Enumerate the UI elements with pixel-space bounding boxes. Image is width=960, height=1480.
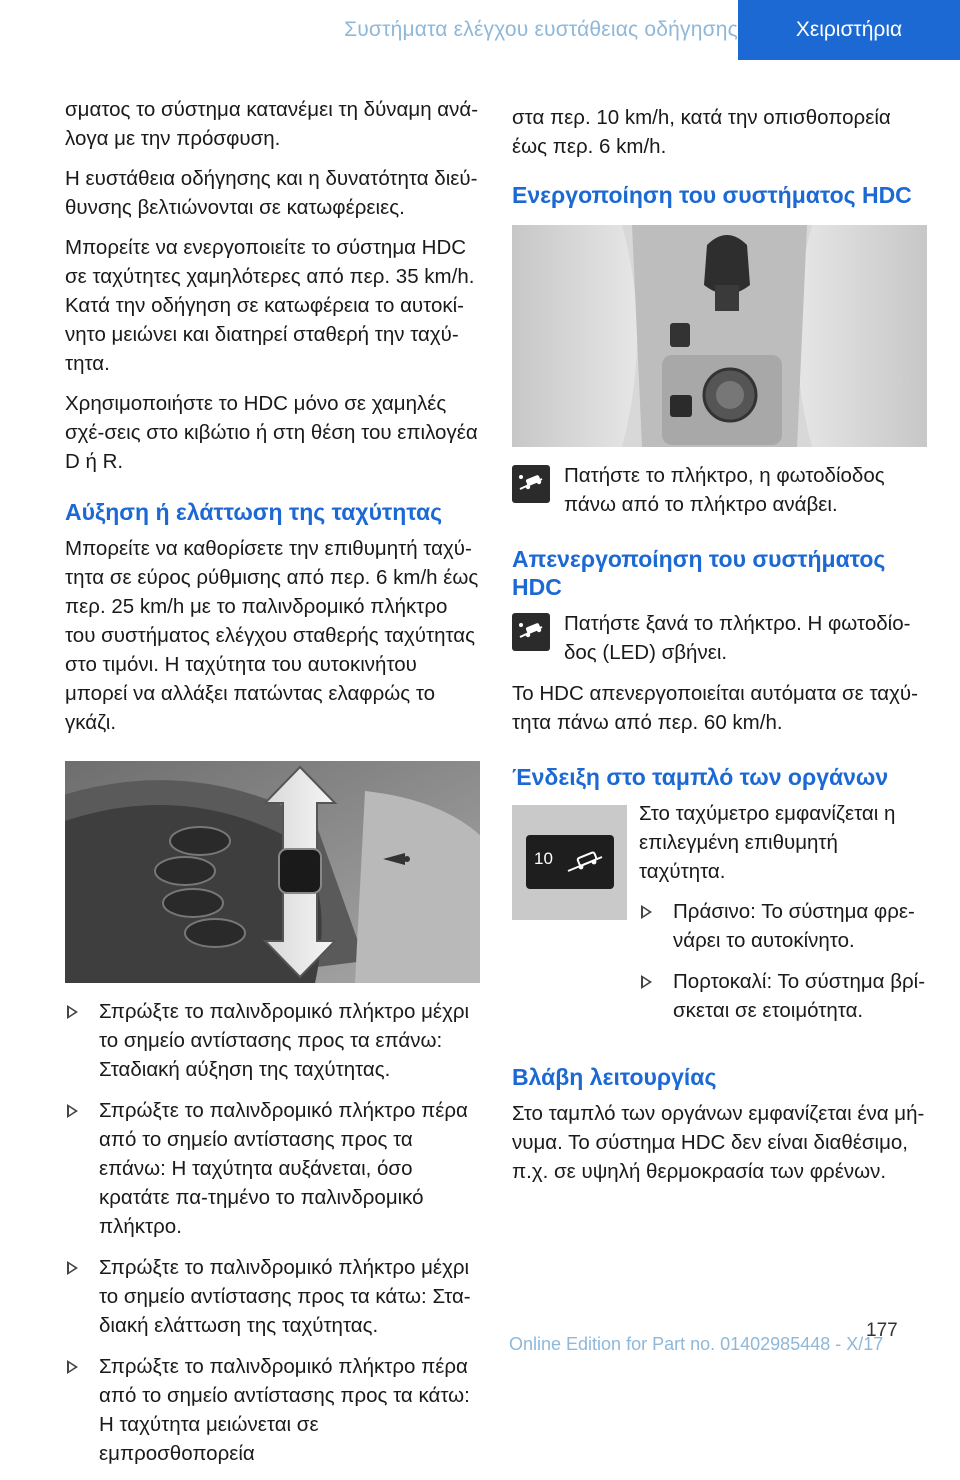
left-column xyxy=(65,95,480,1480)
cluster-heading: Ένδειξη στο ταμπλό των οργάνων xyxy=(512,764,889,790)
triangle-bullet-icon xyxy=(641,975,652,989)
list-item: Πορτοκαλί: Το σύστημα βρί-σκεται σε ετοιμότητα. xyxy=(639,967,927,1025)
cluster-speed-number: 10 xyxy=(534,849,553,868)
center-console-photo xyxy=(512,225,927,447)
steering-wheel-rocker-photo xyxy=(65,761,480,983)
list-item: Σπρώξτε το παλινδρομικό πλήκτρο μέχρι το σημείο αντίστασης προς τα επάνω: Σταδιακή αύξηση της ταχύτητας. xyxy=(65,997,480,1084)
page-number: 177 xyxy=(866,1320,898,1341)
paragraph: Πατήστε το πλήκτρο, η φωτοδίοδος πάνω από το πλήκτρο ανάβει. xyxy=(564,464,885,516)
paragraph: Στο ταμπλό των οργάνων εμφανίζεται ένα μή-νυμα. Το σύστημα HDC δεν είναι διαθέσιμο, π.χ. σε υψηλή θερμοκρασία των φρένων. xyxy=(512,1102,925,1183)
hdc-deactivate-instruction xyxy=(512,609,927,667)
hdc-downhill-car-icon xyxy=(566,847,606,877)
chapter-tab[interactable]: Χειριστήρια xyxy=(738,0,960,60)
list-item: Σπρώξτε το παλινδρομικό πλήκτρο μέχρι το σημείο αντίστασης προς τα κάτω: Στα-διακή ελάττωση της ταχύτητας. xyxy=(65,1253,480,1340)
page-header xyxy=(0,0,960,60)
footer-edition: Online Edition for Part no. 01402985448 - X/17 xyxy=(509,1334,884,1354)
speed-bullet-list xyxy=(65,997,480,1468)
triangle-bullet-icon xyxy=(67,1360,78,1374)
paragraph: Πατήστε ξανά το πλήκτρο. Η φωτοδίο-δος (LED) σβήνει. xyxy=(564,612,911,664)
instrument-cluster-image xyxy=(512,805,627,920)
paragraph: Μπορείτε να καθορίσετε την επιθυμητή ταχύ-τητα σε εύρος ρύθμισης από περ. 6 km/h έως περ. 25 km/h με το παλινδρομικό πλήκτρο του συστήματος ελέγχου σταθερής ταχύτητας στο τιμόνι. Η ταχύτητα του αυτοκινήτου μπορεί να αλλάξει πατώντας ελαφρώς το γκάζι. xyxy=(65,537,479,734)
triangle-bullet-icon xyxy=(67,1005,78,1019)
deactivate-heading: Απενεργοποίηση του συστήματος HDC xyxy=(512,546,886,600)
paragraph: Το HDC απενεργοποιείται αυτόματα σε ταχύ-τητα πάνω από περ. 60 km/h. xyxy=(512,682,918,734)
triangle-bullet-icon xyxy=(641,905,652,919)
hdc-downhill-car-icon xyxy=(512,465,550,503)
paragraph: Στο ταχύμετρο εμφανίζεται η επιλεγμένη επιθυμητή ταχύτητα. xyxy=(639,802,896,883)
paragraph: Χρησιμοποιήστε το HDC μόνο σε χαμηλές σχέ-σεις στο κιβώτιο ή στη θέση του επιλογέα D ή R. xyxy=(65,392,478,473)
steering-wheel-illustration xyxy=(65,761,480,983)
center-console-illustration xyxy=(512,225,927,447)
cluster-text-block xyxy=(639,799,927,1037)
triangle-bullet-icon xyxy=(67,1104,78,1118)
cluster-display xyxy=(526,835,614,889)
cluster-bullet-list xyxy=(639,897,927,1025)
list-item: Σπρώξτε το παλινδρομικό πλήκτρο πέρα από το σημείο αντίστασης προς τα κάτω: Η ταχύτητα μειώνεται σε εμπροσθοπορεία xyxy=(65,1352,480,1468)
hdc-activate-instruction xyxy=(512,461,927,519)
cluster-display-section xyxy=(512,799,927,1037)
fault-heading: Βλάβη λειτουργίας xyxy=(512,1064,717,1090)
list-item: Πράσινο: Το σύστημα φρε-νάρει το αυτοκίνητο. xyxy=(639,897,927,955)
paragraph: σματος το σύστημα κατανέμει τη δύναμη ανά-λογα με την πρόσφυση. xyxy=(65,98,479,150)
paragraph: Μπορείτε να ενεργοποιείτε το σύστημα HDC σε ταχύτητες χαμηλότερες από περ. 35 km/h. Κατά την οδήγηση σε κατωφέρεια το αυτοκί-νητο μειώνει και διατηρεί σταθερή την ταχύ-τητα. xyxy=(65,236,475,375)
list-item: Σπρώξτε το παλινδρομικό πλήκτρο πέρα από το σημείο αντίστασης προς τα επάνω: Η ταχύτητα αυξάνεται, όσο κρατάτε πα-τημένο το παλινδρομικό πλήκτρο. xyxy=(65,1096,480,1241)
speed-heading: Αύξηση ή ελάττωση της ταχύτητας xyxy=(65,499,443,525)
section-title: Συστήματα ελέγχου ευστάθειας οδήγησης xyxy=(344,18,738,41)
paragraph: στα περ. 10 km/h, κατά την οπισθοπορεία έως περ. 6 km/h. xyxy=(512,106,891,158)
right-column xyxy=(512,103,927,1197)
triangle-bullet-icon xyxy=(67,1261,78,1275)
hdc-downhill-car-icon xyxy=(512,613,550,651)
activate-heading: Ενεργοποίηση του συστήματος HDC xyxy=(512,182,912,208)
paragraph: Η ευστάθεια οδήγησης και η δυνατότητα διεύ-θυνσης βελτιώνονται σε κατωφέρειες. xyxy=(65,167,478,219)
